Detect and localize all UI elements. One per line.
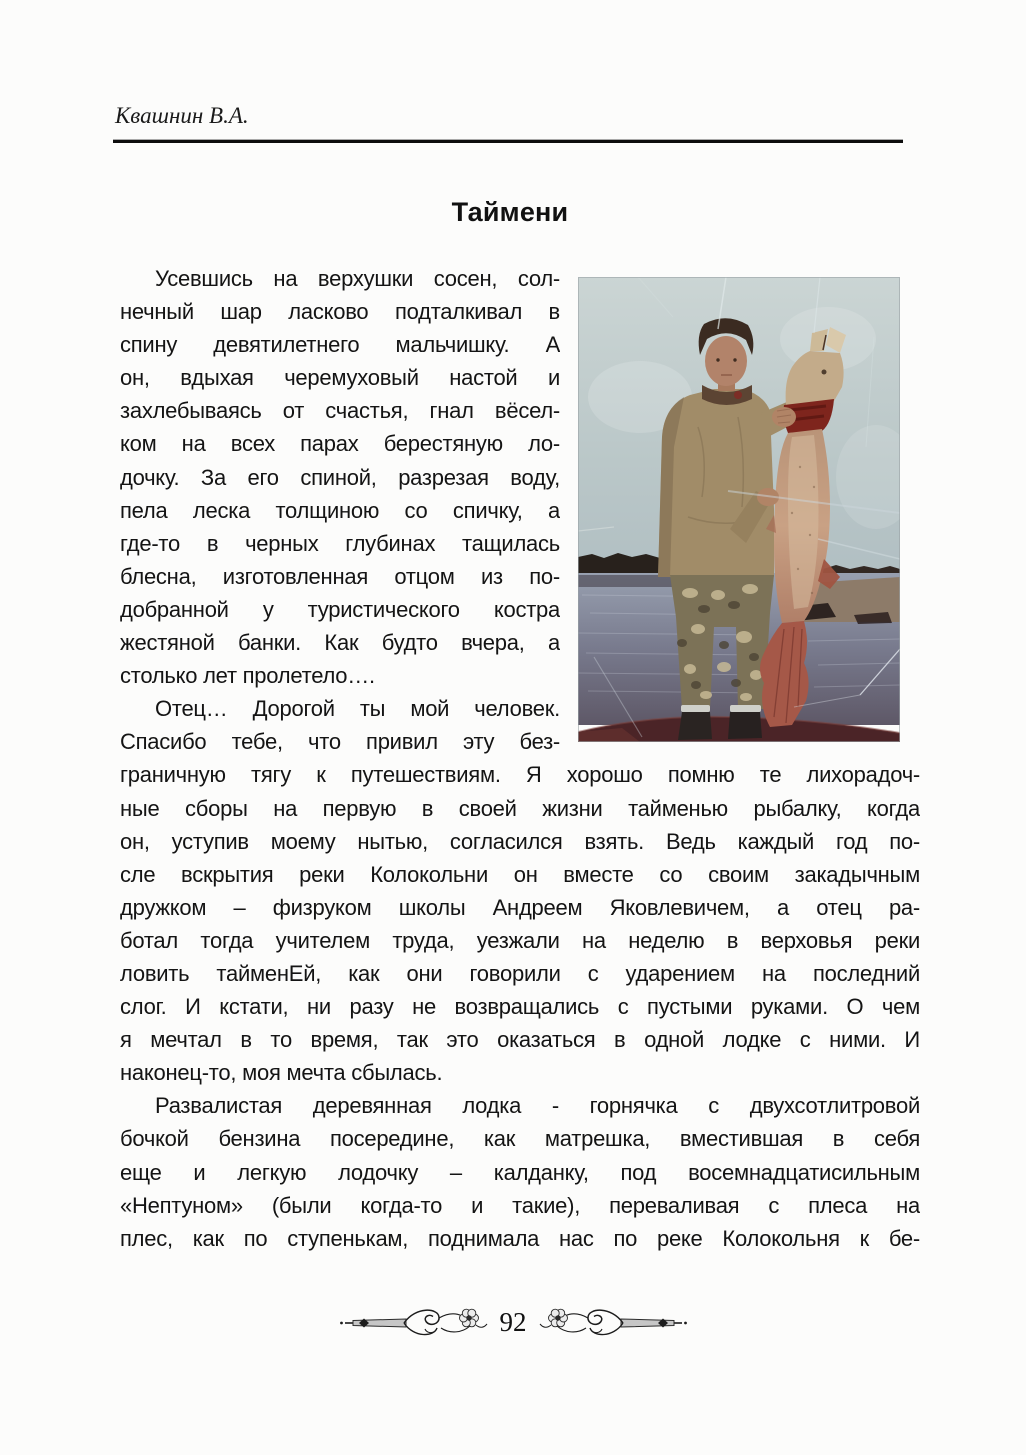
text-line: бочкой бензина посередине, как матрешка, вместившая в себя	[120, 1126, 920, 1152]
text-line: он, вдыхая черемуховый настой и	[120, 365, 560, 391]
text-line: захлебываясь от счастья, гнал вёсел-	[120, 398, 560, 424]
text-line: граничную тягу к путешествиям. Я хорошо помню те лихорадоч-	[120, 762, 920, 788]
body-text	[120, 262, 920, 1255]
page-footer	[120, 1298, 906, 1346]
text-line: еще и легкую лодочку – калданку, под восемнадцатисильным	[120, 1159, 920, 1185]
text-line: Спасибо тебе, что привил эту без-	[120, 729, 560, 755]
text-line: Развалистая деревянная лодка - горнячка с двухсотлитровой	[155, 1093, 920, 1119]
text-line: Отец… Дорогой ты мой человек.	[155, 696, 560, 722]
text-line: дружком – физруком школы Андреем Яковлевичем, а отец ра-	[120, 894, 920, 920]
chapter-title: Таймени	[451, 197, 569, 227]
text-line: он, уступив моему нытью, согласился взять. Ведь каждый год по-	[120, 828, 920, 854]
text-line: слог. И кстати, ни разу не возвращались с пустыми руками. О чем	[120, 994, 920, 1020]
text-line: я мечтал в то время, так это оказаться в одной лодке с ними. И	[120, 1027, 920, 1053]
running-header-author: Квашнин В.А.	[115, 103, 249, 128]
text-line: пела леска толщиною со спичку, а	[120, 497, 560, 523]
text-line: плес, как по ступенькам, поднимала нас по реке Колокольня к бе-	[120, 1225, 920, 1251]
text-line: столько лет пролетело….	[120, 663, 375, 689]
text-line: спину девятилетнего мальчишку. А	[120, 332, 560, 358]
text-line: блесна, изготовленная отцом из по-	[120, 563, 560, 589]
text-line: ловить тайменЕй, как они говорили с ударением на последний	[120, 960, 920, 986]
text-line: нечный шар ласково подталкивал в	[120, 299, 560, 325]
text-line: дочку. За его спиной, разрезая воду,	[120, 464, 560, 490]
footer-flourish-right	[539, 1304, 689, 1340]
text-line: ком на всех парах берестяную ло-	[120, 431, 560, 457]
text-line: жестяной банки. Как будто вчера, а	[120, 630, 560, 656]
page-number: 92	[499, 1306, 527, 1337]
text-line: наконец-то, моя мечта сбылась.	[120, 1060, 443, 1086]
text-line: ботал тогда учителем труда, уезжали на неделю в верховья реки	[120, 927, 920, 953]
header-rule	[113, 139, 903, 143]
footer-rosette	[459, 1309, 478, 1327]
text-line: «Нептуном» (были когда-то и такие), переваливая с плеса на	[120, 1192, 920, 1218]
text-line: добранной у туристического костра	[120, 596, 560, 622]
text-line: где-то в черных глубинах тащилась	[120, 530, 560, 556]
text-line: ные сборы на первую в своей жизни тайменью рыбалку, когда	[120, 795, 920, 821]
text-line: Усевшись на верхушки сосен, сол-	[155, 266, 560, 291]
footer-flourish-left	[338, 1304, 488, 1340]
text-line: сле вскрытия реки Колокольни он вместе со своим закадычным	[120, 861, 920, 887]
